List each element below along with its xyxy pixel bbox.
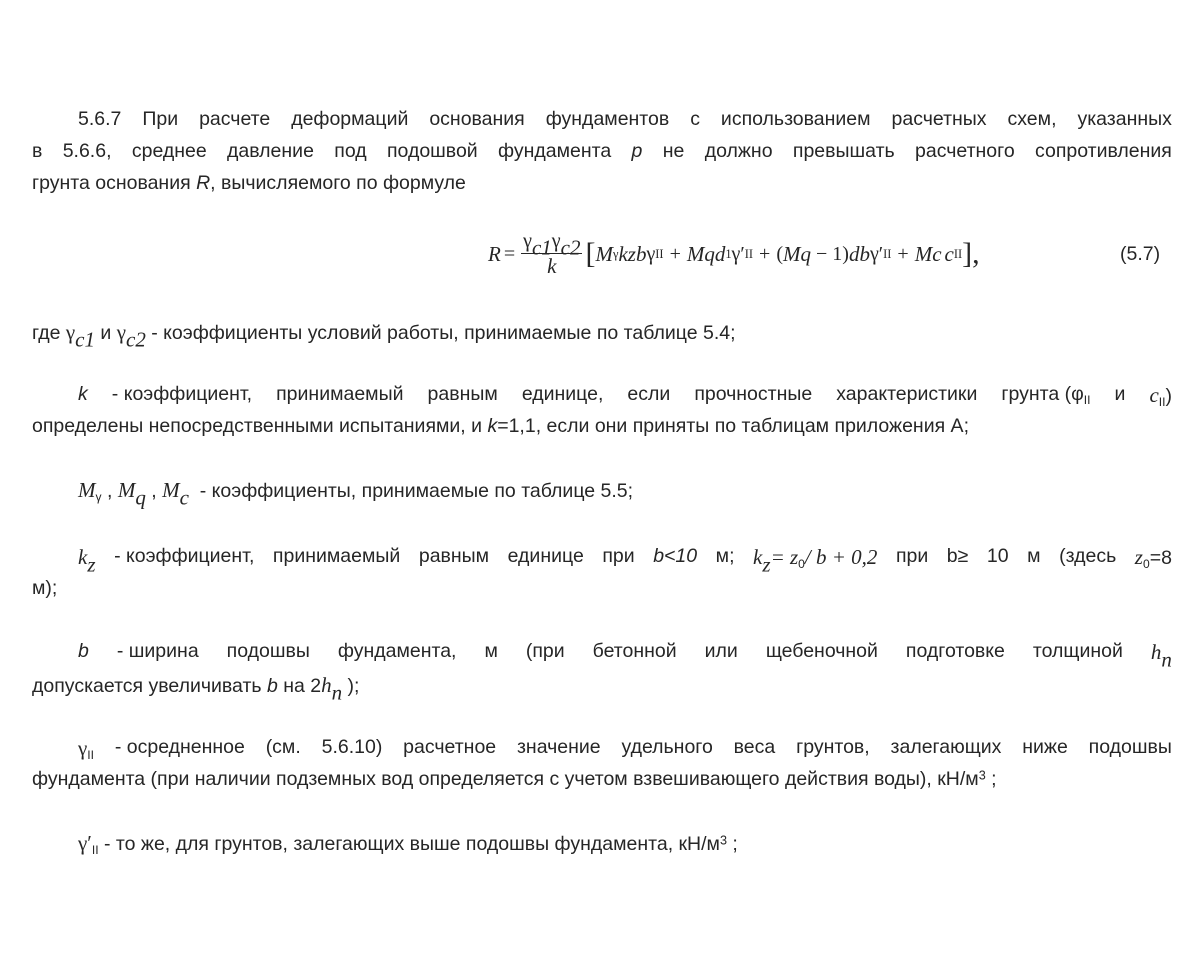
def-k-line-1 <box>78 383 1172 408</box>
text: / b + 0,2 <box>804 545 878 569</box>
text: сопротивления <box>1035 140 1172 162</box>
subscript: c2 <box>560 235 581 260</box>
text: расчетных <box>891 108 987 130</box>
text: или <box>704 640 738 662</box>
equals-sign: = <box>503 242 516 265</box>
subscript: γ <box>95 490 102 505</box>
text: залегающих <box>890 736 1002 758</box>
text: грунта основания <box>32 172 197 194</box>
superscript: 3 <box>978 768 986 783</box>
text: удельного <box>621 736 713 758</box>
fraction-denominator: k <box>547 254 557 278</box>
formula-M: M <box>595 241 613 266</box>
text: грунта (φ <box>1001 383 1084 405</box>
text: подготовке <box>905 640 1005 662</box>
text: фундамента, <box>337 640 457 662</box>
def-M <box>78 478 634 510</box>
def-gamma-c <box>32 320 736 352</box>
text: среднее <box>131 140 207 162</box>
formula-fraction <box>521 230 582 278</box>
subscript: q <box>135 485 146 510</box>
equation-number: (5.7) <box>1120 243 1161 265</box>
subscript: II <box>87 748 94 763</box>
text: ) <box>1165 385 1172 407</box>
text: фундамента (при наличии подземных вод определяется с учетом взвешивающего действия воды), кН/м <box>32 768 979 790</box>
var-h: h <box>321 673 332 697</box>
subscript: c2 <box>126 327 146 352</box>
formula-M: M <box>782 241 801 266</box>
text: использованием <box>720 108 871 130</box>
text: =1,1, если они приняты по таблицам приложения А; <box>497 415 969 437</box>
minus-one: − 1) <box>810 242 849 265</box>
text: при <box>602 545 635 567</box>
def-kz-line-2: м); <box>32 577 58 599</box>
text: (при <box>525 640 565 662</box>
subscript: 0 <box>1142 557 1150 572</box>
para-567-line-2 <box>32 140 1172 163</box>
subscript: n <box>1161 647 1172 672</box>
subscript: z <box>87 552 96 577</box>
phi-group <box>1001 383 1090 408</box>
def-b-line-1 <box>78 640 1172 672</box>
text: - коэффициенты, принимаемые по таблице 5.5; <box>188 480 634 502</box>
text: единице, <box>521 383 604 405</box>
var-k: k <box>487 415 498 437</box>
text: под <box>334 140 367 162</box>
separator: , <box>101 480 118 502</box>
text: , вычисляемого по формуле <box>210 172 466 194</box>
text: указанных <box>1077 108 1172 130</box>
formula-k: k <box>618 241 628 266</box>
text: принимаемый <box>276 383 404 405</box>
subscript: II <box>91 843 99 858</box>
var-p: p <box>631 140 643 162</box>
superscript: 3 <box>719 833 728 848</box>
formula-c: c <box>944 241 954 266</box>
gamma-symbol: γ <box>523 230 532 252</box>
gamma-prime-symbol: γ′ <box>869 242 884 265</box>
var-M: M <box>162 478 180 502</box>
subscript: z <box>762 552 771 577</box>
text: - коэффициент, <box>114 545 255 567</box>
text: деформаций <box>291 108 409 130</box>
def-kz-line-1 <box>78 545 1172 577</box>
para-567-line-3 <box>32 172 466 195</box>
text: грунтов, <box>796 736 870 758</box>
subscript: 0 <box>798 557 805 572</box>
text: на 2 <box>277 675 322 697</box>
text: (см. <box>265 736 301 758</box>
text: равным <box>427 383 498 405</box>
formula-M: M <box>914 241 933 266</box>
separator: , <box>145 480 163 502</box>
text: определены непосредственными испытаниями, и <box>32 415 488 437</box>
formula-b: b <box>635 241 647 266</box>
text: единице <box>507 545 584 567</box>
text: - то же, для грунтов, залегающих выше подошвы фундамента, кН/м <box>98 833 720 855</box>
text: 5.6.10) <box>321 736 383 758</box>
var-k: k <box>753 545 763 569</box>
var-b: b <box>266 675 278 697</box>
text: подошвой <box>386 140 478 162</box>
text: давление <box>227 140 314 162</box>
gamma-symbol: γ <box>78 736 88 760</box>
def-k-line-2 <box>32 415 969 438</box>
text: - коэффициенты условий работы, принимаемые по таблице 5.4; <box>145 322 736 344</box>
text: м <box>1027 545 1041 567</box>
text: ); <box>342 675 360 697</box>
text: с <box>690 108 700 130</box>
text: 5.6.7 <box>78 108 122 130</box>
text: =8 <box>1149 547 1172 569</box>
formula-5-7: R = $\frac{\gamma_{c1}\gamma_{c2}}{k}$ [ M γ k z b γ II + M q d 1 γ′ II + ( M q − 1) d b γ′ II + M c c II ], <box>488 230 980 278</box>
text: веса <box>733 736 776 758</box>
subscript: n <box>331 680 343 705</box>
c-group <box>1149 383 1172 408</box>
para-567-line-1 <box>78 108 1172 131</box>
text: подошвы <box>1088 736 1172 758</box>
gamma-symbol: γ <box>116 320 127 344</box>
gamma-symbol: γ <box>65 320 76 344</box>
text: (здесь <box>1059 545 1117 567</box>
text: ниже <box>1022 736 1068 758</box>
text: и <box>1114 383 1126 405</box>
text: м <box>484 640 498 662</box>
plus-sign: + <box>897 242 909 265</box>
text: должно <box>704 140 773 162</box>
text: где <box>32 322 66 344</box>
formula-R: R <box>488 241 501 266</box>
text: расчете <box>199 108 271 130</box>
var-c: c <box>1149 383 1159 407</box>
text: в <box>32 140 43 162</box>
open-paren: ( <box>776 242 783 265</box>
fraction-numerator <box>521 230 582 260</box>
plus-sign: + <box>759 242 771 265</box>
plus-sign: + <box>669 242 681 265</box>
text: b<10 <box>653 545 698 567</box>
text: b≥ <box>946 545 969 567</box>
formula-d: d <box>848 241 860 266</box>
text: - ширина <box>116 640 199 662</box>
subscript: c <box>179 485 189 510</box>
var-k: k <box>78 383 88 405</box>
var-M: M <box>117 478 136 502</box>
gamma-prime-symbol: γ′ <box>731 242 745 265</box>
var-b: b <box>78 640 89 662</box>
text: если <box>627 383 671 405</box>
text: щебеночной <box>765 640 878 662</box>
gamma-symbol: γ <box>646 242 656 265</box>
gamma-symbol: γ <box>551 230 561 252</box>
text: значение <box>516 736 601 758</box>
var-R: R <box>196 172 211 194</box>
text: - коэффициент, <box>111 383 253 405</box>
text: м; <box>715 545 735 567</box>
text: толщиной <box>1032 640 1123 662</box>
text: При <box>142 108 179 130</box>
text: прочностные <box>694 383 813 405</box>
text: = z <box>770 545 799 569</box>
def-gammaII-line-2 <box>32 768 997 791</box>
text: равным <box>418 545 490 567</box>
text: бетонной <box>592 640 677 662</box>
text: превышать <box>792 140 895 162</box>
var-k: k <box>78 545 88 569</box>
text: не <box>662 140 685 162</box>
text: ; <box>985 768 997 790</box>
text: 5.6.6, <box>62 140 112 162</box>
text: при <box>895 545 929 567</box>
text: характеристики <box>836 383 978 405</box>
text: основания <box>429 108 525 130</box>
text: допускается увеличивать <box>32 675 267 697</box>
var-h: h <box>1150 640 1162 664</box>
formula-M: M <box>686 241 705 266</box>
var-z: z <box>1134 545 1143 569</box>
text: 10 <box>986 545 1009 567</box>
text: схем, <box>1007 108 1057 130</box>
text: расчетное <box>403 736 497 758</box>
var-M: M <box>78 478 96 502</box>
text: принимаемый <box>272 545 401 567</box>
text: расчетного <box>915 140 1015 162</box>
def-gammaII-line-1 <box>78 736 1172 761</box>
text: подошвы <box>226 640 310 662</box>
subscript: c1 <box>75 327 95 352</box>
subscript: II <box>1158 395 1166 410</box>
text: фундаментов <box>545 108 670 130</box>
subscript: c1 <box>531 235 552 260</box>
text: фундамента <box>498 140 612 162</box>
text: ; <box>727 833 738 855</box>
text: и <box>95 322 117 344</box>
def-b-line-2 <box>32 673 360 705</box>
gamma-prime-symbol: γ′ <box>78 831 92 855</box>
formula-d: d <box>714 241 726 266</box>
text: - осредненное <box>114 736 245 758</box>
def-gammaII-prime <box>78 831 738 856</box>
subscript: II <box>1083 393 1091 408</box>
